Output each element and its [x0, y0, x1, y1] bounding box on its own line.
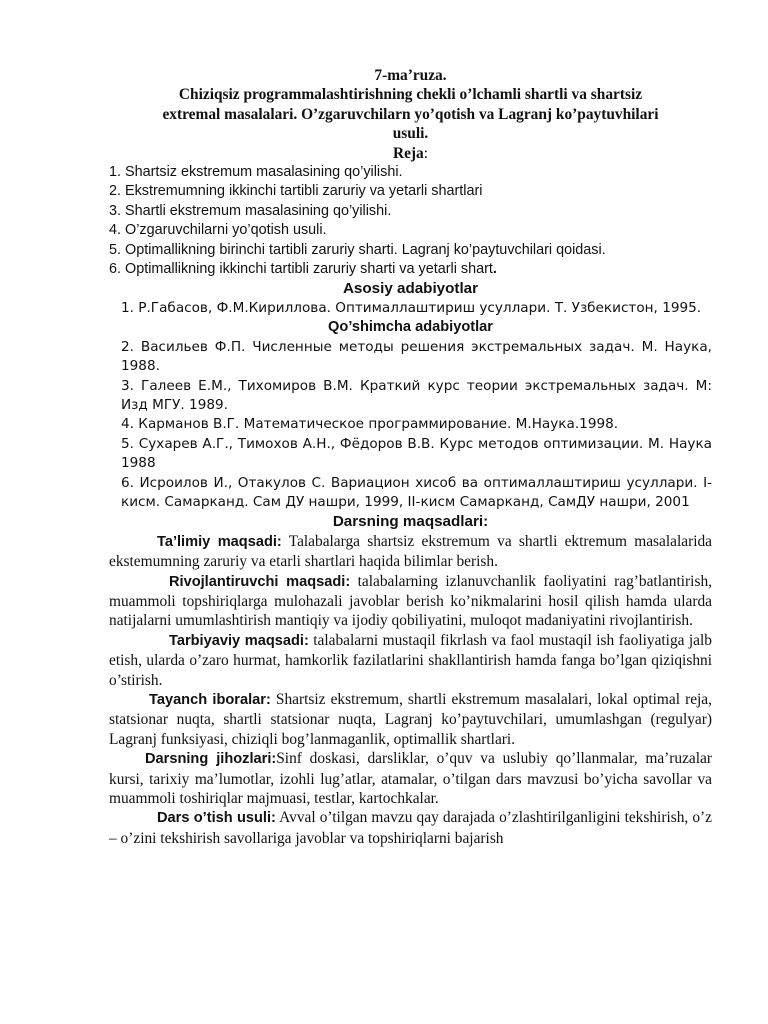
equipment-text: Sinf doskasi, darsliklar, o’quv va uslubiy qo’llanmalar, ma’ruzalar kursi, tarixiy ma’lumotlar, izohli lug’atlar, atamalar, o’tilgan dars mavzusi bo’yicha savollar va muammoli toshiriqlar majmuasi, testlar, kartochkalar.: [109, 750, 712, 808]
method-text: Avval o’tilgan mavzu qay darajada o’zlashtirilganligini tekshirish, o’z – o’zini tekshirish savollariga javoblar va topshiriqlarni bajarish: [109, 809, 713, 847]
plan-item: 6. Optimallikning ikkinchi tartibli zaruriy sharti va yetarli shart.: [109, 261, 497, 278]
plan-heading: Reja:: [392, 144, 429, 162]
title-line-3: usuli: [392, 125, 425, 143]
developmental-goal-label: Rivojlantiruvchi maqsadi:: [169, 573, 351, 590]
educational-goal-text: Talabalarga shartsiz ekstremum va shartli ektremum masalalarida ekstemumning zaruriy va etarli shartlari haqida bilimlar berish.: [109, 532, 712, 571]
literature-item: 3. Галеев Е.М., Тихомиров В.М. Краткий курс теории экстремальных задач. М: Изд МГУ. 1989.: [121, 377, 712, 413]
equipment-paragraph: [109, 749, 712, 808]
extra-literature-heading: Qo’shimcha adabiyotlar: [328, 319, 493, 336]
upbringing-goal-label: Tarbiyaviy maqsadi:: [169, 632, 309, 649]
keywords-text: Shartsiz ekstremum, shartli ekstremum masalalari, lokal optimal reja, statsionar nuqta, shartli statsionar nuqta, Lagranj ko’paytuvchilari, umumlashgan (regulyar) Lagranj funksiyasi, chiziqli bog’lanmaganlik, optimallik shartlari.: [109, 691, 712, 748]
title-line-1: Chiziqsiz programmalashtirishning chekli o’lchamli shartli va shartsiz: [178, 86, 643, 104]
literature-item: 4. Карманов В.Г. Математическое программирование. М.Наука.1998.: [121, 416, 619, 433]
literature-item: 1. Р.Габасов, Ф.М.Кириллова. Оптималлаштириш усуллари. Т. Узбекистон, 1995.: [121, 299, 702, 316]
main-literature-list: [109, 299, 712, 318]
developmental-goal: [109, 572, 712, 631]
keywords-paragraph: [109, 690, 712, 749]
literature-item: 2. Васильев Ф.П. Численные методы решения экстремальных задач. М. Наука, 1988.: [121, 338, 712, 375]
extra-literature-list: [109, 338, 712, 513]
plan-item: 3. Shartli ekstremum masalasining qo’yilishi.: [109, 202, 392, 219]
educational-goal-label: Ta’limiy maqsadi:: [157, 533, 282, 550]
plan-item: 4. O’zgaruvchilarni yo’qotish usuli.: [109, 222, 327, 239]
plan-item: 2. Ekstremumning ikkinchi tartibli zaruriy va yetarli shartlari: [109, 183, 483, 200]
upbringing-goal-text: talabalarni mustaqil fikrlash va faol mustaqil ish faoliyatiga jalb etish, ularda o’zaro hurmat, hamkorlik fazilatlarini shakllantirish hamda fanga bo’lgan qiziqishni o’stirish.: [109, 631, 712, 689]
title-line-2: extremal masalalari. O’zgaruvchilarn yo’qotish va Lagranj ko’paytuvhilari: [162, 105, 659, 123]
goals-heading: Darsning maqsadlari:: [332, 513, 489, 531]
upbringing-goal: [109, 631, 712, 690]
lecture-number: 7-ma’ruza.: [374, 67, 447, 84]
developmental-goal-text: talabalarning izlanuvchanlik faoliyatini rag’batlantirish, muammoli topshiriqlarga mulohazali javoblar berish ko’nikmalarini hosil qilish hamda ularda natijalarni umumlashtirish mantiqiy va ijodiy qobiliyatini, muloqot madaniyatini rivojlantirish.: [109, 572, 712, 630]
method-label: Dars o’tish usuli:: [157, 810, 276, 827]
keywords-label: Tayanch iboralar:: [149, 692, 271, 708]
educational-goal: [109, 532, 712, 572]
literature-item: 6. Исроилов И., Отакулов С. Вариацион хисоб ва оптималлаштириш усуллари. I-кисм. Самарканд. Сам ДУ нашри, 1999, II-кисм Самарканд, СамДУ нашри, 2001: [121, 474, 712, 510]
plan-item: 5. Optimallikning birinchi tartibli zaruriy sharti. Lagranj ko’paytuvchilari qoidasi.: [109, 241, 606, 258]
lecture-title: Chiziqsiz programmalashtirishning chekli o’lchamli shartli va shartsiz extremal masalalari. O’zgaruvchilarn yo’qotish va Lagranj ko’paytuvhilari usuli.: [162, 86, 659, 143]
literature-item: 5. Сухарев А.Г., Тимохов А.Н., Фёдоров В.В. Курс методов оптимизации. М. Наука 1988: [121, 435, 712, 472]
plan-list: [109, 163, 712, 279]
equipment-label: Darsning jihozlari:: [145, 751, 277, 768]
method-paragraph: [109, 808, 712, 848]
plan-item: 1. Shartsiz ekstremum masalasining qo’yilishi.: [109, 164, 403, 181]
main-literature-heading: Asosiy adabiyotlar: [342, 280, 479, 298]
